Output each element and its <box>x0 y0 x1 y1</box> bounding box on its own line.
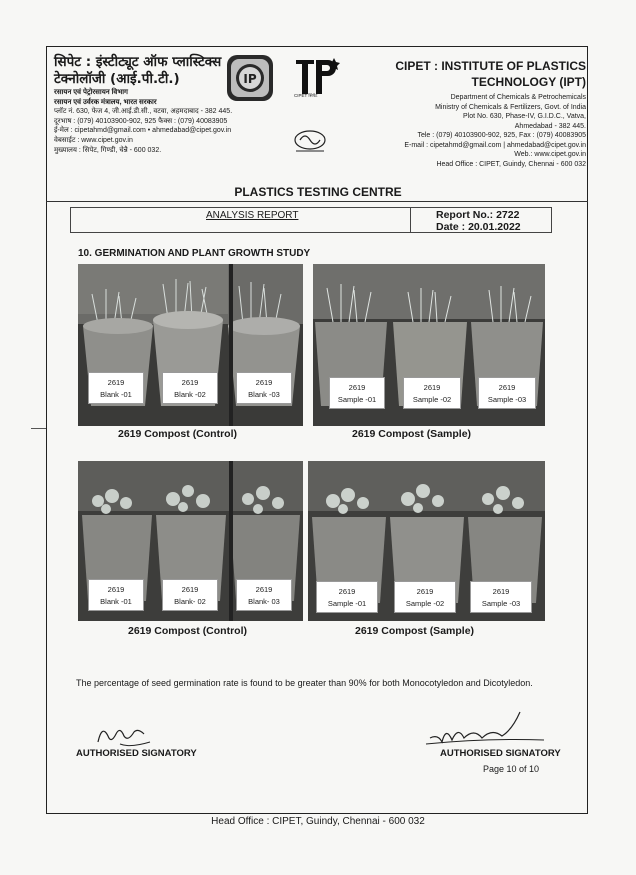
english-line: Web.: www.cipet.gov.in <box>514 151 586 158</box>
svg-text:IP: IP <box>243 72 257 86</box>
pot-id: 2619 <box>492 587 510 596</box>
pot-id: 2619 <box>255 585 273 594</box>
divider <box>46 201 588 202</box>
pot-label <box>403 377 461 409</box>
conclusion-paragraph: The percentage of seed germination rate is found to be greater than 90% for both Monocotyledon and Dicotyledon. <box>76 678 533 688</box>
english-line: Head Office : CIPET, Guindy, Chennai - 600 032 <box>436 160 586 168</box>
caption-control: 2619 Compost (Control) <box>118 428 238 440</box>
pot-label <box>316 581 378 613</box>
report-meta <box>436 209 521 233</box>
pot-label <box>478 377 536 409</box>
hindi-line: वेबसाईट : www.cipet.gov.in <box>54 136 133 144</box>
footer-head-office: Head Office : CIPET, Guindy, Chennai - 600 032 <box>211 816 425 827</box>
photo-sample-dicot <box>308 461 545 621</box>
pot-label <box>88 372 144 404</box>
margin-mark <box>31 428 46 429</box>
pot-label <box>162 579 218 611</box>
pot-label <box>88 579 144 611</box>
photo-control-monocot <box>78 264 303 426</box>
english-title-line1: CIPET : INSTITUTE OF PLASTICS <box>395 59 586 73</box>
report-box-divider <box>410 208 411 232</box>
testing-centre-title: PLASTICS TESTING CENTRE <box>234 185 402 199</box>
pot-id: 2619 <box>348 383 366 392</box>
header-english <box>346 58 586 169</box>
photo-control-dicot <box>78 461 303 621</box>
english-line: Plot No. 630, Phase-IV, G.I.D.C., Vatva, <box>463 113 586 120</box>
caption-sample: 2619 Compost (Sample) <box>352 428 472 440</box>
english-line: E-mail : cipetahmd@gmail.com | ahmedabad@cipet.gov.in <box>404 141 586 149</box>
hindi-line: मुख्यालय : सिपेट, गिण्डी, चेन्नै - 600 032. <box>54 146 162 154</box>
hindi-line: प्लॉट नं. 630, फेज 4, जी.आई.डी.सी., वटवा, अहमदाबाद - 382 445. <box>54 108 233 116</box>
pot-label <box>236 579 292 611</box>
ministry-emblem-icon <box>292 128 328 154</box>
report-title: ANALYSIS REPORT <box>206 210 299 221</box>
pot-id: 2619 <box>181 378 199 387</box>
pot-id: 2619 <box>423 383 441 392</box>
english-line: Ministry of Chemicals & Fertilizers, Govt. of India <box>435 103 586 111</box>
hindi-title-line1: सिपेट : इंस्टीट्यूट ऑफ प्लास्टिक्स <box>54 54 222 70</box>
hindi-line: ई-मेल : cipetahmd@gmail.com • ahmedabad@cipet.gov.in <box>54 127 232 135</box>
caption-control-2: 2619 Compost (Control) <box>128 625 248 637</box>
pot-id: 2619 <box>255 378 273 387</box>
hindi-line: रसायन एवं पेट्रोरसायन विभाग <box>54 89 129 96</box>
section-title: 10. GERMINATION AND PLANT GROWTH STUDY <box>78 248 311 259</box>
english-title-line2: TECHNOLOGY (IPT) <box>471 75 586 89</box>
pot-label <box>162 372 218 404</box>
pot-name: Sample -03 <box>481 599 521 608</box>
photo-sample-monocot <box>313 264 545 426</box>
report-number: Report No.: 2722 <box>436 209 520 221</box>
page-number: Page 10 of 10 <box>483 764 540 774</box>
pot-name: Sample -02 <box>412 395 452 404</box>
signatory-right: AUTHORISED SIGNATORY <box>440 748 561 759</box>
hindi-line: दूरभाष : (079) 40103900-902, 925 फैक्स : (079) 40083905 <box>54 117 228 125</box>
pot-name: Sample -03 <box>487 395 527 404</box>
english-line: Department of Chemicals & Petrochemicals <box>450 94 586 101</box>
signature-right-icon <box>420 710 550 750</box>
pot-name: Blank -01 <box>100 597 132 606</box>
english-line: Tele : (079) 40103900-902, 925, Fax : (079) 40083905 <box>417 132 586 139</box>
report-box <box>70 207 552 233</box>
pot-label <box>470 581 532 613</box>
report-date: Date : 20.01.2022 <box>436 221 521 233</box>
english-line: Ahmedabad - 382 445. <box>514 122 586 130</box>
pot-label <box>394 581 456 613</box>
hindi-line: रसायन एवं उर्वरक मंत्रालय, भारत सरकार <box>54 98 157 106</box>
pot-name: Blank- 03 <box>248 597 280 606</box>
cipet-logo-text: CIPET सिपेट <box>294 93 318 98</box>
signature-left-icon <box>90 720 160 748</box>
pot-name: Blank -02 <box>174 390 206 399</box>
pot-label <box>236 372 292 404</box>
hindi-title-line2: टेक्नोलॉजी (आई.पी.टी.) <box>54 71 180 87</box>
pot-name: Blank- 02 <box>174 597 206 606</box>
pot-id: 2619 <box>181 585 199 594</box>
pot-label <box>329 377 385 409</box>
signatory-left: AUTHORISED SIGNATORY <box>76 748 197 759</box>
pot-name: Sample -01 <box>327 599 367 608</box>
pot-id: 2619 <box>416 587 434 596</box>
pot-name: Blank -03 <box>248 390 280 399</box>
pot-id: 2619 <box>107 378 125 387</box>
emblem-logo-icon <box>226 54 274 102</box>
pot-id: 2619 <box>498 383 516 392</box>
pot-name: Sample -02 <box>405 599 445 608</box>
pot-id: 2619 <box>338 587 356 596</box>
pot-name: Blank -01 <box>100 390 132 399</box>
pot-name: Sample -01 <box>337 395 377 404</box>
pot-id: 2619 <box>107 585 125 594</box>
caption-sample-2: 2619 Compost (Sample) <box>355 625 475 637</box>
